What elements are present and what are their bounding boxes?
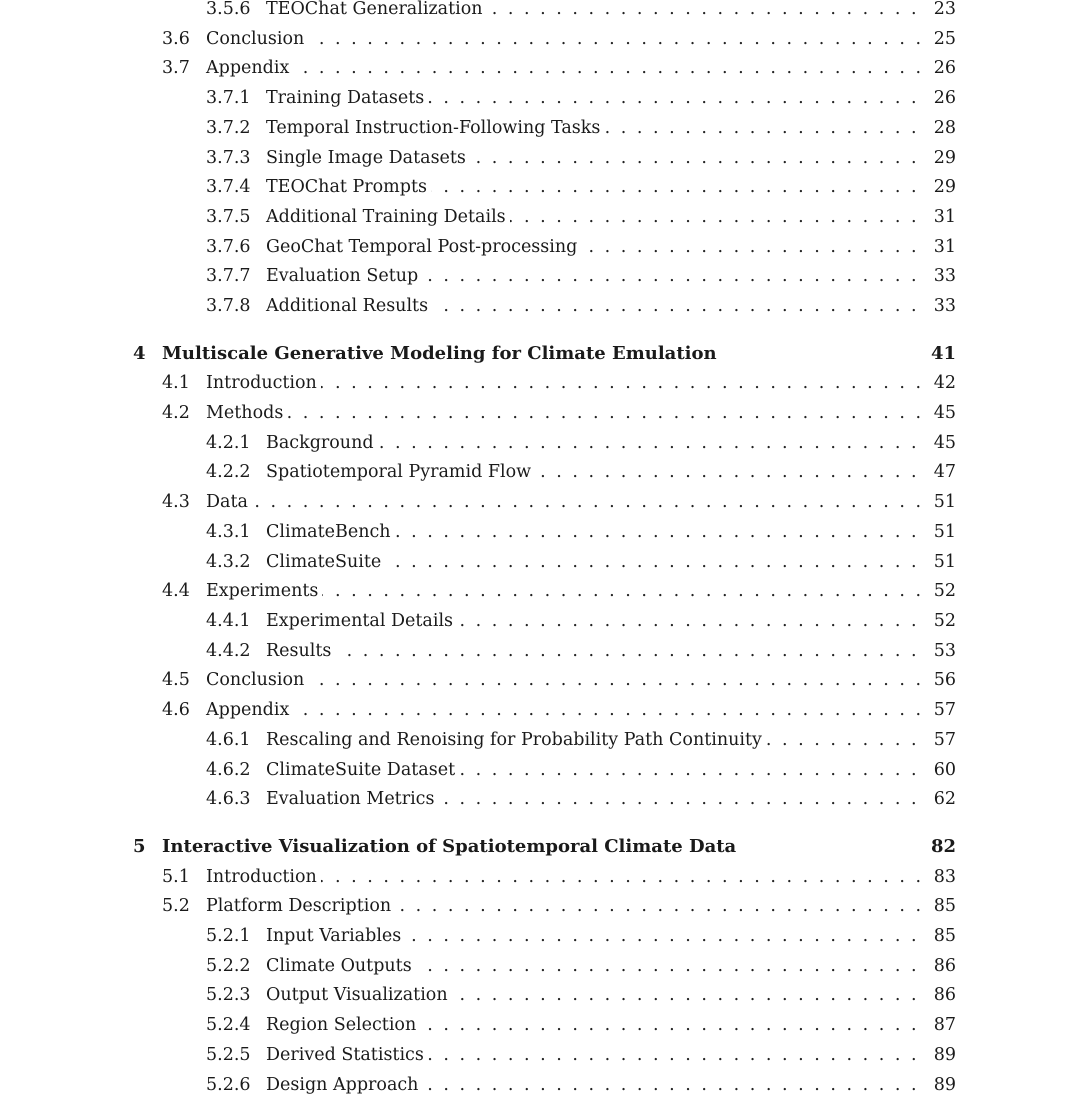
toc-leader-dots <box>206 55 920 81</box>
toc-entry-title: Rescaling and Renoising for Probability Path Continuity <box>266 727 766 753</box>
toc-entry-title: Conclusion <box>206 667 308 693</box>
toc-entry-page: 33 <box>933 296 956 316</box>
toc-entry-page: 53 <box>933 641 956 661</box>
toc-entry-number: 4.4 <box>162 581 190 601</box>
toc-entry-subsection[interactable] <box>0 1042 1080 1068</box>
toc-entry-section[interactable] <box>0 697 1080 723</box>
toc-entry-page: 45 <box>933 433 956 453</box>
toc-entry-title: Data <box>206 489 252 515</box>
toc-entry-page: 28 <box>933 118 956 138</box>
toc-entry-page: 62 <box>933 789 956 809</box>
toc-entry-page: 51 <box>933 522 956 542</box>
toc-entry-number: 3.7.2 <box>206 118 251 138</box>
toc-entry-subsection[interactable] <box>0 519 1080 545</box>
toc-entry-page: 47 <box>933 462 956 482</box>
toc-entry-number: 5.2.1 <box>206 926 251 946</box>
toc-entry-title: Introduction <box>206 864 321 890</box>
toc-entry-subsection[interactable] <box>0 638 1080 664</box>
toc-entry-number: 5.2 <box>162 896 190 916</box>
toc-entry-section[interactable] <box>0 370 1080 396</box>
toc-entry-subsection[interactable] <box>0 0 1080 22</box>
toc-entry-page: 41 <box>930 343 956 364</box>
toc-entry-number: 4.6.1 <box>206 730 251 750</box>
toc-entry-number: 4.4.1 <box>206 611 251 631</box>
toc-entry-page: 26 <box>933 88 956 108</box>
toc-entry-page: 42 <box>933 373 956 393</box>
toc-leader-dots <box>206 697 920 723</box>
toc-entry-subsection[interactable] <box>0 430 1080 456</box>
toc-entry-page: 25 <box>933 29 956 49</box>
toc-entry-page: 86 <box>933 956 956 976</box>
toc-entry-number: 4.5 <box>162 670 190 690</box>
toc-entry-subsection[interactable] <box>0 923 1080 949</box>
toc-entry-number: 4.6.3 <box>206 789 251 809</box>
toc-entry-page: 26 <box>933 58 956 78</box>
toc-entry-title: Appendix <box>206 55 293 81</box>
toc-entry-page: 89 <box>933 1075 956 1095</box>
toc-entry-subsection[interactable] <box>0 145 1080 171</box>
toc-entry-title: Spatiotemporal Pyramid Flow <box>266 459 535 485</box>
toc-entry-title: Conclusion <box>206 26 308 52</box>
toc-entry-title: Interactive Visualization of Spatiotemporal Climate Data <box>162 834 740 860</box>
toc-entry-number: 4.3.1 <box>206 522 251 542</box>
toc-entry-title: Introduction <box>206 370 321 396</box>
toc-entry-subsection[interactable] <box>0 757 1080 783</box>
toc-entry-number: 5.2.6 <box>206 1075 251 1095</box>
toc-entry-subsection[interactable] <box>0 786 1080 812</box>
toc-entry-title: Background <box>266 430 378 456</box>
toc-entry-title: ClimateBench <box>266 519 395 545</box>
toc-entry-page: 45 <box>933 403 956 423</box>
toc-entry-number: 5.2.3 <box>206 985 251 1005</box>
toc-entry-subsection[interactable] <box>0 549 1080 575</box>
toc-entry-title: TEOChat Generalization <box>266 0 487 22</box>
toc-entry-subsection[interactable] <box>0 234 1080 260</box>
toc-leader-dots <box>206 667 920 693</box>
toc-entry-number: 4 <box>133 343 146 364</box>
toc-entry-title: Multiscale Generative Modeling for Climate Emulation <box>162 341 721 367</box>
toc-entry-title: Single Image Datasets <box>266 145 470 171</box>
toc-entry-title: Methods <box>206 400 287 426</box>
toc-entry-page: 51 <box>933 552 956 572</box>
toc-entry-section[interactable] <box>0 400 1080 426</box>
toc-entry-title: Evaluation Metrics <box>266 786 438 812</box>
toc-entry-page: 86 <box>933 985 956 1005</box>
toc-entry-number: 4.2.1 <box>206 433 251 453</box>
toc-entry-subsection[interactable] <box>0 115 1080 141</box>
toc-entry-section[interactable] <box>0 489 1080 515</box>
toc-entry-section[interactable] <box>0 864 1080 890</box>
toc-entry-number: 3.6 <box>162 29 190 49</box>
toc-entry-title: Region Selection <box>266 1012 420 1038</box>
toc-entry-number: 4.2.2 <box>206 462 251 482</box>
toc-entry-subsection[interactable] <box>0 263 1080 289</box>
toc-entry-page: 51 <box>933 492 956 512</box>
toc-entry-page: 52 <box>933 611 956 631</box>
toc-entry-number: 5.2.5 <box>206 1045 251 1065</box>
toc-entry-number: 4.4.2 <box>206 641 251 661</box>
toc-entry-title: Output Visualization <box>266 982 452 1008</box>
toc-entry-title: Evaluation Setup <box>266 263 422 289</box>
toc-entry-number: 5 <box>133 836 146 857</box>
toc-entry-number: 4.1 <box>162 373 190 393</box>
toc-entry-page: 82 <box>930 836 956 857</box>
toc-entry-title: ClimateSuite Dataset <box>266 757 459 783</box>
toc-entry-title: Design Approach <box>266 1072 422 1098</box>
toc-entry-number: 5.2.4 <box>206 1015 251 1035</box>
toc-entry-number: 3.7.4 <box>206 177 251 197</box>
toc-entry-subsection[interactable] <box>0 982 1080 1008</box>
toc-entry-page: 29 <box>933 177 956 197</box>
toc-entry-subsection[interactable] <box>0 1012 1080 1038</box>
toc-entry-number: 3.7.3 <box>206 148 251 168</box>
toc-entry-chapter[interactable] <box>0 834 1080 860</box>
toc-entry-number: 3.5.6 <box>206 0 251 19</box>
toc-entry-number: 3.7.6 <box>206 237 251 257</box>
toc-entry-title: Appendix <box>206 697 293 723</box>
toc-entry-title: GeoChat Temporal Post-processing <box>266 234 581 260</box>
toc-leader-dots <box>206 489 920 515</box>
toc-entry-subsection[interactable] <box>0 85 1080 111</box>
toc-entry-subsection[interactable] <box>0 204 1080 230</box>
toc-entry-number: 3.7.7 <box>206 266 251 286</box>
toc-entry-title: Climate Outputs <box>266 953 416 979</box>
toc-entry-title: Temporal Instruction-Following Tasks <box>266 115 604 141</box>
toc-entry-title: Derived Statistics <box>266 1042 428 1068</box>
toc-entry-page: 89 <box>933 1045 956 1065</box>
toc-entry-title: ClimateSuite <box>266 549 385 575</box>
toc-entry-page: 57 <box>933 700 956 720</box>
toc-entry-number: 3.7.5 <box>206 207 251 227</box>
toc-entry-page: 57 <box>933 730 956 750</box>
toc-entry-subsection[interactable] <box>0 727 1080 753</box>
toc-entry-subsection[interactable] <box>0 459 1080 485</box>
toc-entry-title: Input Variables <box>266 923 405 949</box>
toc-entry-number: 5.1 <box>162 867 190 887</box>
toc-entry-page: 85 <box>933 926 956 946</box>
toc-entry-title: Results <box>266 638 335 664</box>
toc-entry-title: Experiments <box>206 578 322 604</box>
toc-entry-title: TEOChat Prompts <box>266 174 431 200</box>
toc-entry-section[interactable] <box>0 55 1080 81</box>
toc-entry-number: 4.6 <box>162 700 190 720</box>
toc-entry-number: 5.2.2 <box>206 956 251 976</box>
toc-entry-subsection[interactable] <box>0 608 1080 634</box>
toc-entry-chapter[interactable] <box>0 341 1080 367</box>
toc-entry-number: 4.3 <box>162 492 190 512</box>
toc-entry-title: Training Datasets <box>266 85 428 111</box>
toc-entry-page: 56 <box>933 670 956 690</box>
toc-entry-title: Platform Description <box>206 893 395 919</box>
toc-leader-dots <box>266 638 920 664</box>
toc-entry-number: 3.7.8 <box>206 296 251 316</box>
toc-entry-subsection[interactable] <box>0 953 1080 979</box>
toc-entry-number: 4.6.2 <box>206 760 251 780</box>
toc-entry-number: 3.7.1 <box>206 88 251 108</box>
toc-entry-number: 4.2 <box>162 403 190 423</box>
toc-entry-section[interactable] <box>0 667 1080 693</box>
toc-entry-subsection[interactable] <box>0 174 1080 200</box>
toc-entry-section[interactable] <box>0 578 1080 604</box>
toc-entry-page: 29 <box>933 148 956 168</box>
toc-leader-dots <box>206 26 920 52</box>
toc-entry-page: 83 <box>933 867 956 887</box>
toc-entry-number: 3.7 <box>162 58 190 78</box>
toc-entry-page: 31 <box>933 207 956 227</box>
toc-entry-title: Additional Results <box>266 293 432 319</box>
toc-entry-section[interactable] <box>0 26 1080 52</box>
toc-entry-page: 60 <box>933 760 956 780</box>
toc-entry-subsection[interactable] <box>0 293 1080 319</box>
toc-entry-page: 87 <box>933 1015 956 1035</box>
toc-entry-page: 23 <box>933 0 956 19</box>
toc-entry-page: 33 <box>933 266 956 286</box>
toc-entry-page: 31 <box>933 237 956 257</box>
toc-entry-subsection[interactable] <box>0 1072 1080 1098</box>
toc-entry-section[interactable] <box>0 893 1080 919</box>
toc-leader-dots <box>206 400 920 426</box>
toc-entry-page: 52 <box>933 581 956 601</box>
toc-entry-title: Additional Training Details <box>266 204 510 230</box>
toc-entry-number: 4.3.2 <box>206 552 251 572</box>
toc-entry-title: Experimental Details <box>266 608 457 634</box>
toc-entry-page: 85 <box>933 896 956 916</box>
